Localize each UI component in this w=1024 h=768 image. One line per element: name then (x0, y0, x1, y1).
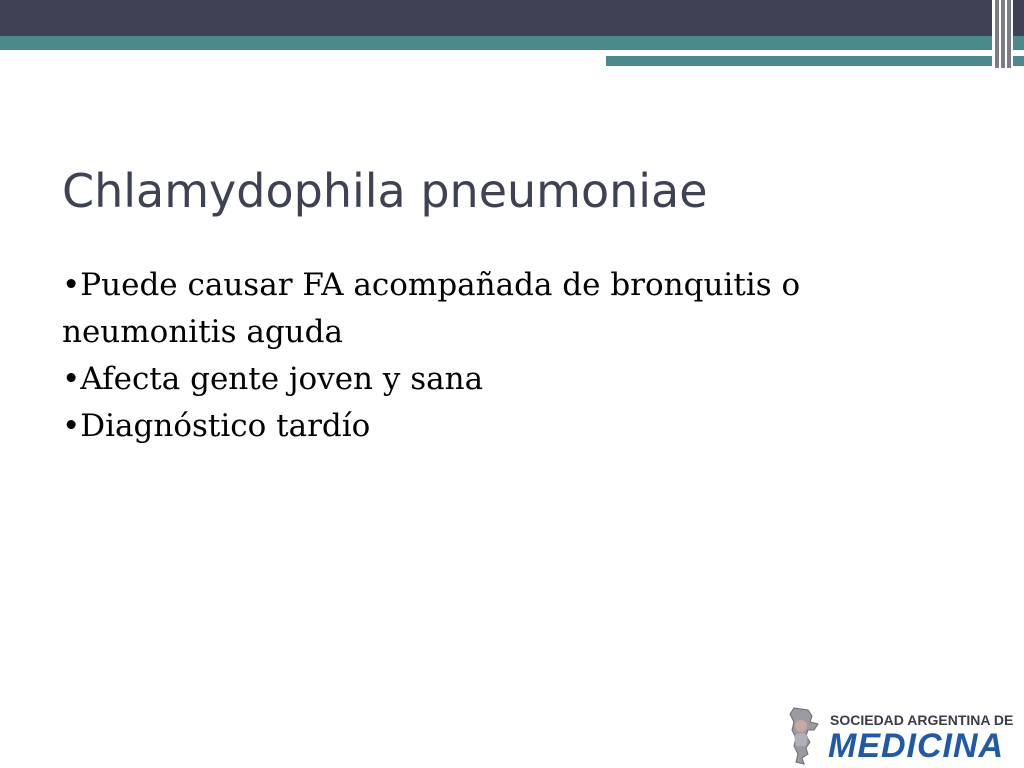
header-band-teal-lower (606, 56, 1024, 66)
bullet-item: •Puede causar FA acompañada de bronquitis o neumonitis aguda (62, 267, 801, 350)
header-band-teal (0, 36, 1024, 50)
header-stripe-line (1005, 0, 1007, 68)
header-stripe-line (1011, 0, 1013, 68)
header-stripe-line (999, 0, 1001, 68)
society-logo (784, 706, 1020, 766)
bullet-list (62, 262, 922, 450)
slide-title: Chlamydophila pneumoniae (62, 164, 708, 218)
bullet-item: •Diagnóstico tardío (62, 408, 371, 444)
header-band-dark (0, 0, 1024, 36)
bullet-item: •Afecta gente joven y sana (62, 361, 484, 397)
logo-line-1: SOCIEDAD ARGENTINA DE (830, 712, 1014, 728)
argentina-map-icon (784, 706, 826, 766)
header-stripe-line (992, 0, 995, 68)
logo-line-2: MEDICINA (828, 727, 1005, 765)
